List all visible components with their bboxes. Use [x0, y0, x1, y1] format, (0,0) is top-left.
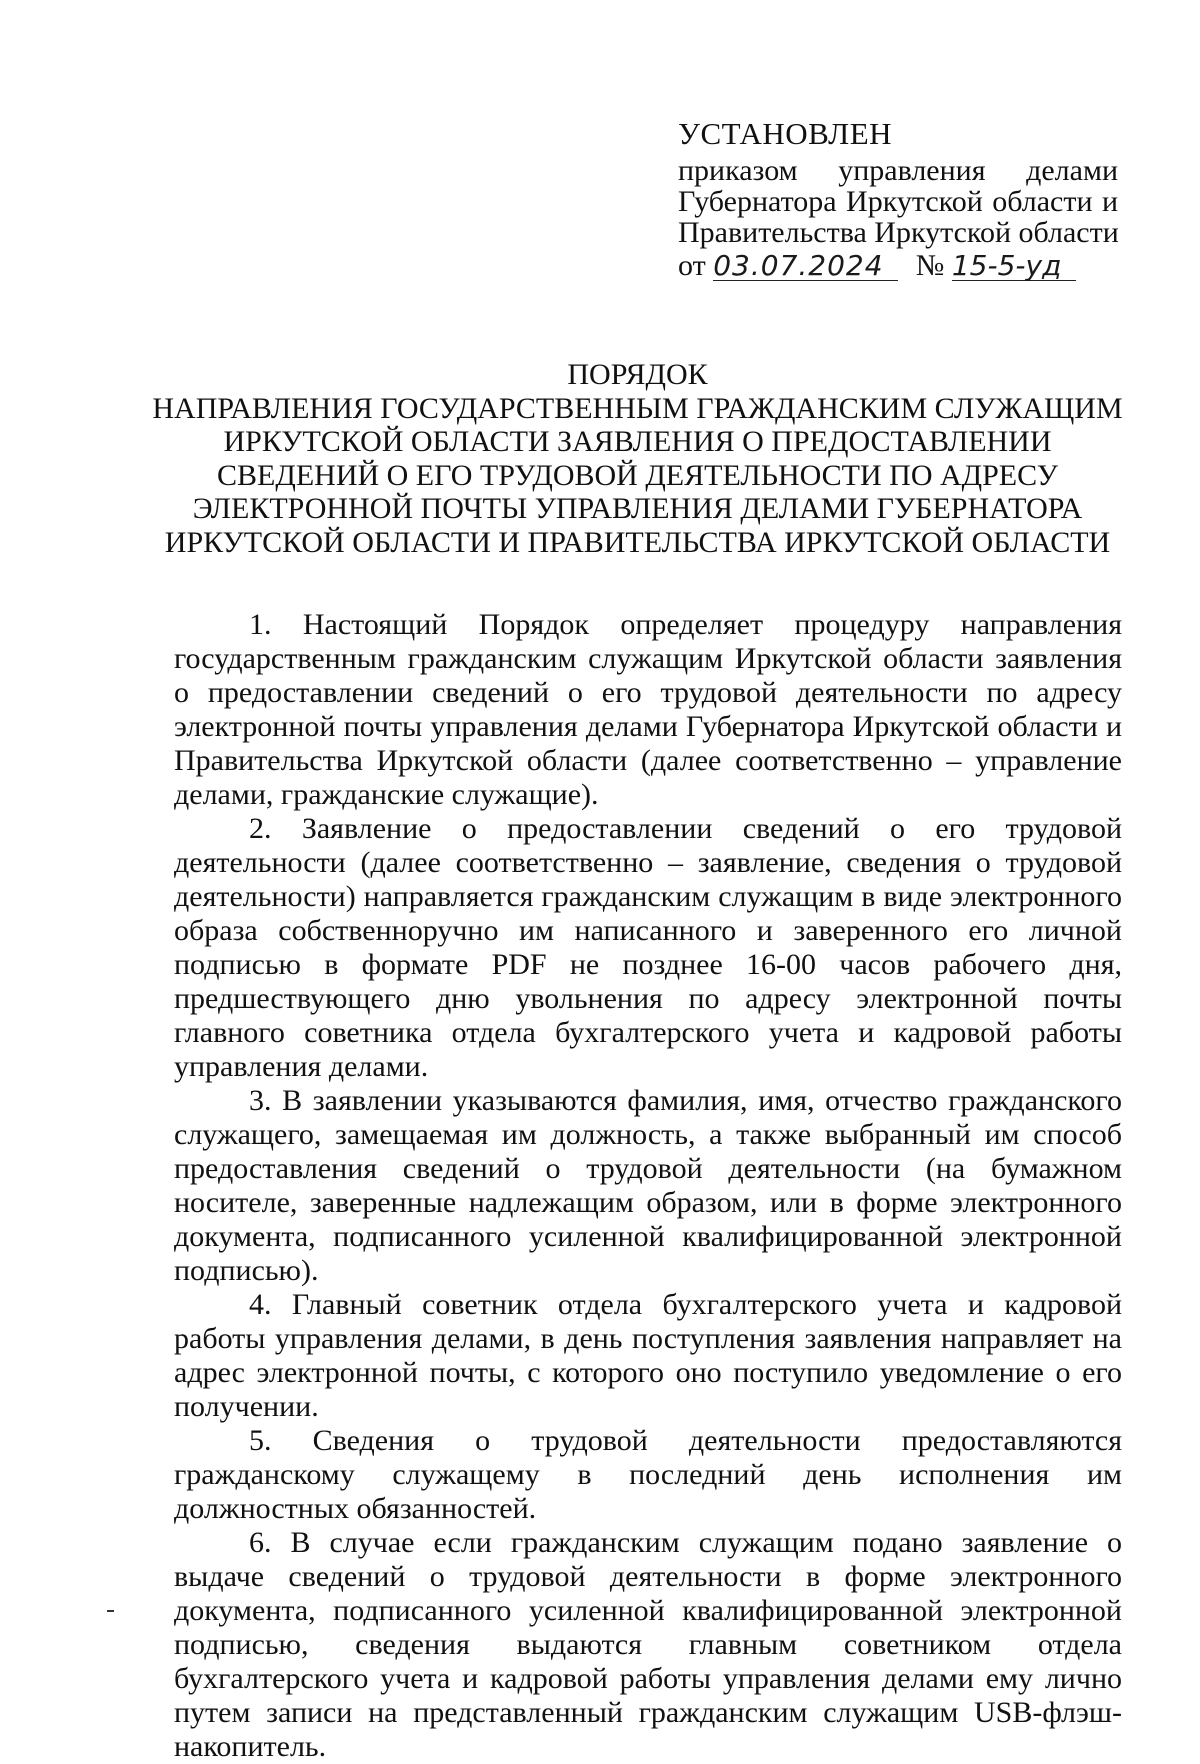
handwritten-number: 15-5-уд: [952, 252, 1076, 281]
approval-heading: УСТАНОВЛЕН: [678, 116, 893, 151]
approval-block: [678, 118, 1118, 281]
paragraph-1: 1. Настоящий Порядок определяет процедуру направления государственным гражданским служащим Иркутской области заявления о предоставлении сведений о его трудовой деятельности по адресу электронной почты управления делами Губернатора Иркутской области и Правительства Иркутской области (далее соответственно – управление делами, гражданские служащие).: [174, 608, 1122, 811]
number-prefix: №: [915, 249, 945, 282]
paragraph-4: 4. Главный советник отдела бухгалтерского учета и кадровой работы управления делами, в день поступления заявления направляет на адрес электронной почты, с которого оно поступило уведомление о его получении.: [174, 1288, 1122, 1423]
title-line-4: СВЕДЕНИЙ О ЕГО ТРУДОВОЙ ДЕЯТЕЛЬНОСТИ ПО АДРЕСУ: [217, 458, 1058, 492]
title-line-1: ПОРЯДОК: [567, 358, 708, 391]
handwritten-date: 03.07.2024: [713, 252, 898, 281]
approval-line-2: Губернатора Иркутской области и: [678, 185, 1118, 218]
title-line-3: ИРКУТСКОЙ ОБЛАСТИ ЗАЯВЛЕНИЯ О ПРЕДОСТАВЛЕНИИ: [223, 425, 1052, 458]
paragraph-5: 5. Сведения о трудовой деятельности предоставляются гражданскому служащему в последний день исполнения им должностных обязанностей.: [174, 1424, 1122, 1525]
approval-line-3: Правительства Иркутской области: [678, 216, 1119, 249]
date-prefix: от: [678, 249, 706, 282]
title-line-5: ЭЛЕКТРОННОЙ ПОЧТЫ УПРАВЛЕНИЯ ДЕЛАМИ ГУБЕРНАТОРА: [192, 492, 1083, 525]
paragraph-3: 3. В заявлении указываются фамилия, имя, отчество гражданского служащего, замещаемая им должность, а также выбранный им способ предоставления сведений о трудовой деятельности (на бумажном носителе, заверенные надлежащим образом, или в форме электронного документа, подписанного усиленной квалифицированной электронной подписью).: [174, 1084, 1122, 1287]
title-line-6: ИРКУТСКОЙ ОБЛАСТИ И ПРАВИТЕЛЬСТВА ИРКУТСКОЙ ОБЛАСТИ: [164, 525, 1111, 559]
approval-line-1: приказом управления делами: [678, 154, 1118, 187]
scan-mark: [107, 1610, 114, 1612]
document-title: [150, 358, 1125, 559]
title-line-2: НАПРАВЛЕНИЯ ГОСУДАРСТВЕННЫМ ГРАЖДАНСКИМ СЛУЖАЩИМ: [152, 391, 1123, 425]
paragraph-6: 6. В случае если гражданским служащим подано заявление о выдаче сведений о трудовой деятельности в форме электронного документа, подписанного усиленной квалифицированной электронной подписью, сведения выдаются главным советником отдела бухгалтерского учета и кадровой работы управления делами ему лично путем записи на представленный гражданским служащим USB-флэш-накопитель.: [174, 1526, 1122, 1763]
approval-date-line: [678, 250, 1118, 281]
document-body: [174, 608, 1122, 1764]
paragraph-2: 2. Заявление о предоставлении сведений о его трудовой деятельности (далее соответственно – заявление, сведения о трудовой деятельности) направляется гражданским служащим в виде электронного образа собственноручно им написанного и заверенного его личной подписью в формате PDF не позднее 16-00 часов рабочего дня, предшествующего дню увольнения по адресу электронной почты главного советника отдела бухгалтерского учета и кадровой работы управления делами.: [174, 812, 1122, 1083]
